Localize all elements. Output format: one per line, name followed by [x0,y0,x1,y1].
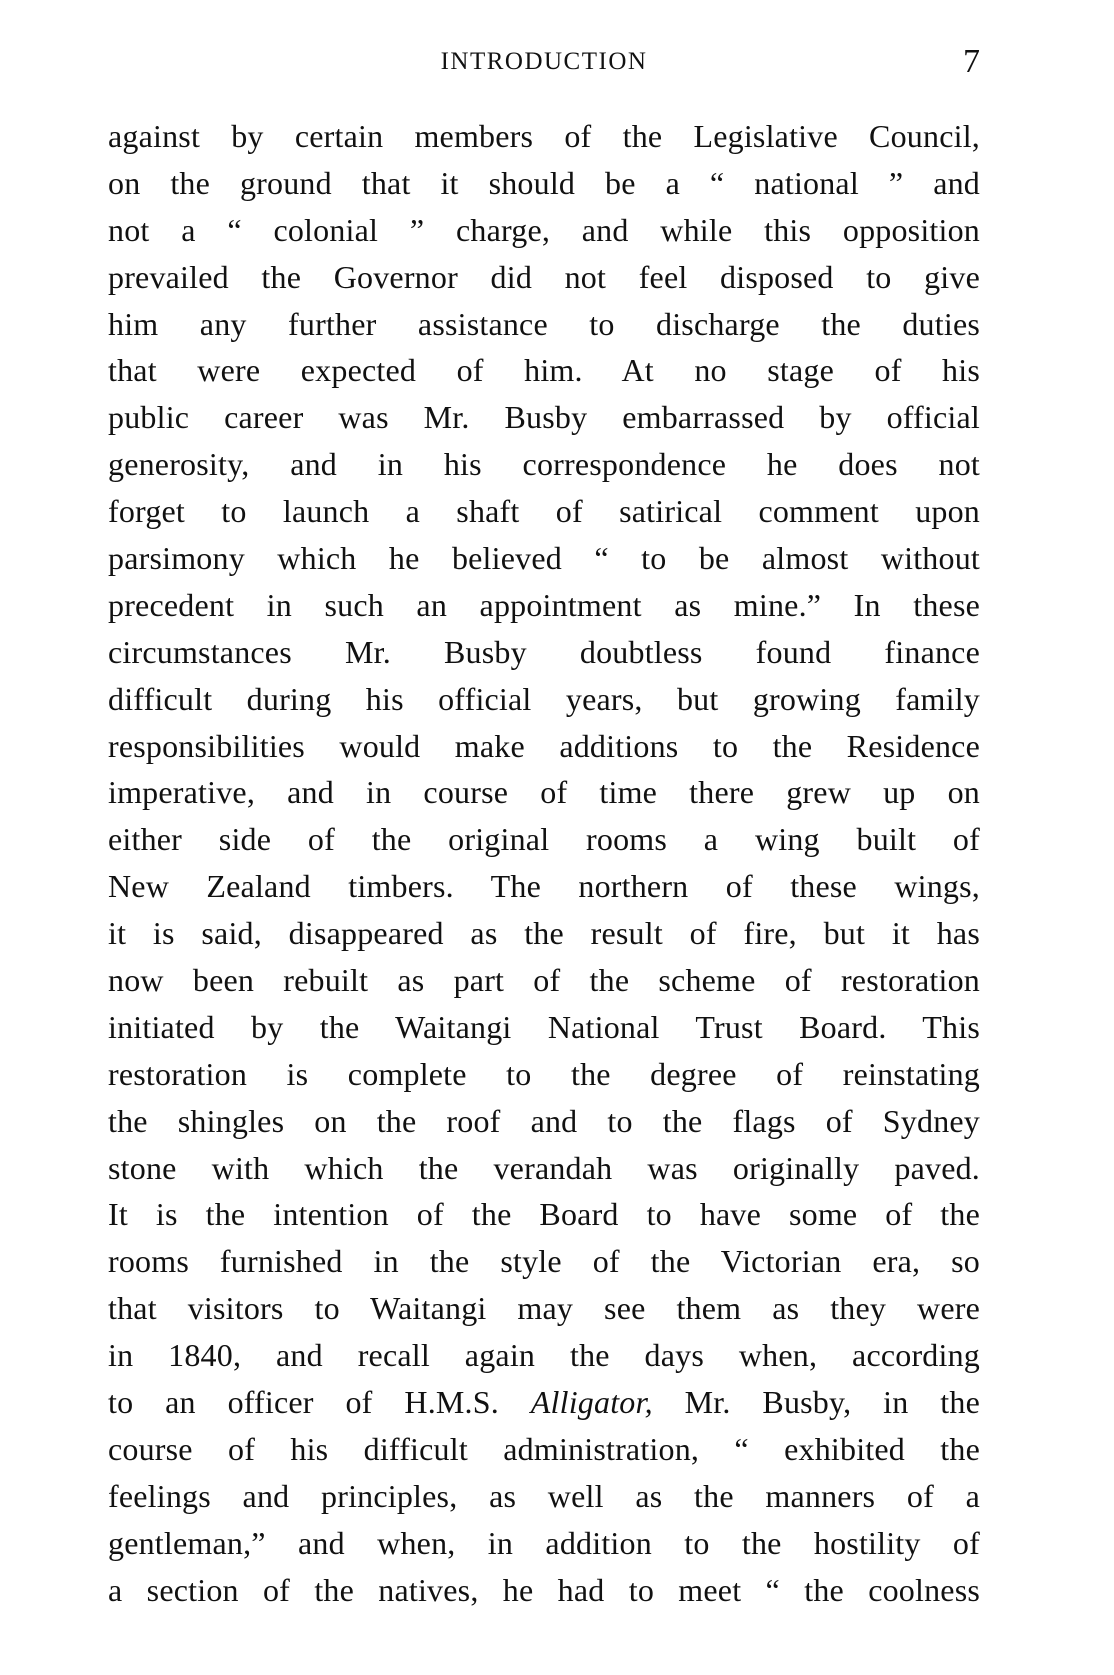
text-line: New Zealand timbers. The northern of these wings, [108,868,980,905]
text-line: now been rebuilt as part of the scheme of restoration [108,962,980,999]
text-line: either side of the original rooms a wing built of [108,821,980,858]
running-head [108,42,980,82]
text-line: responsibilities would make additions to the Residence [108,727,980,764]
text-line: him any further assistance to discharge the duties [108,305,980,342]
text-line: the shingles on the roof and to the flags of Sydney [108,1102,980,1139]
text-line: feelings and principles, as well as the manners of a [108,1477,980,1514]
text-line: it is said, disappeared as the result of fire, but it has [108,915,980,952]
text-segment: to an officer of H.M.S. [108,1384,531,1421]
text-line: restoration is complete to the degree of reinstating [108,1055,980,1092]
text-line-alligator [108,1379,980,1426]
text-line: initiated by the Waitangi National Trust Board. This [108,1008,980,1045]
text-line: difficult during his official years, but growing family [108,680,980,717]
text-line: prevailed the Governor did not feel disposed to give [108,258,980,295]
text-line: gentleman,” and when, in addition to the hostility of [108,1524,980,1561]
text-line: It is the intention of the Board to have some of the [108,1196,980,1233]
page-number: 7 [963,43,980,80]
text-line: circumstances Mr. Busby doubtless found finance [108,633,980,670]
text-line: on the ground that it should be a “ national ” and [108,164,980,201]
text-line: generosity, and in his correspondence he does not [108,446,980,483]
body-text [108,113,980,1614]
ship-name: Alligator, [530,1384,653,1421]
text-line: course of his difficult administration, “ exhibited the [108,1430,980,1467]
text-line: a section of the natives, he had to meet “ the coolness [108,1571,980,1608]
chapter-title: INTRODUCTION [440,48,648,75]
text-segment: Mr. Busby, in the [652,1384,980,1421]
text-line: parsimony which he believed “ to be almost without [108,540,980,577]
text-line: against by certain members of the Legislative Council, [108,118,980,154]
text-line: imperative, and in course of time there grew up on [108,774,980,811]
text-line: stone with which the verandah was originally paved. [108,1149,980,1186]
text-line: forget to launch a shaft of satirical comment upon [108,493,980,530]
text-line: public career was Mr. Busby embarrassed by official [108,399,980,436]
text-line: precedent in such an appointment as mine.” In these [108,586,980,623]
text-line: that were expected of him. At no stage of his [108,352,980,389]
text-line: not a “ colonial ” charge, and while this opposition [108,211,980,248]
text-line: that visitors to Waitangi may see them as they were [108,1290,980,1327]
text-line: in 1840, and recall again the days when, according [108,1337,980,1374]
text-line: rooms furnished in the style of the Victorian era, so [108,1243,980,1280]
